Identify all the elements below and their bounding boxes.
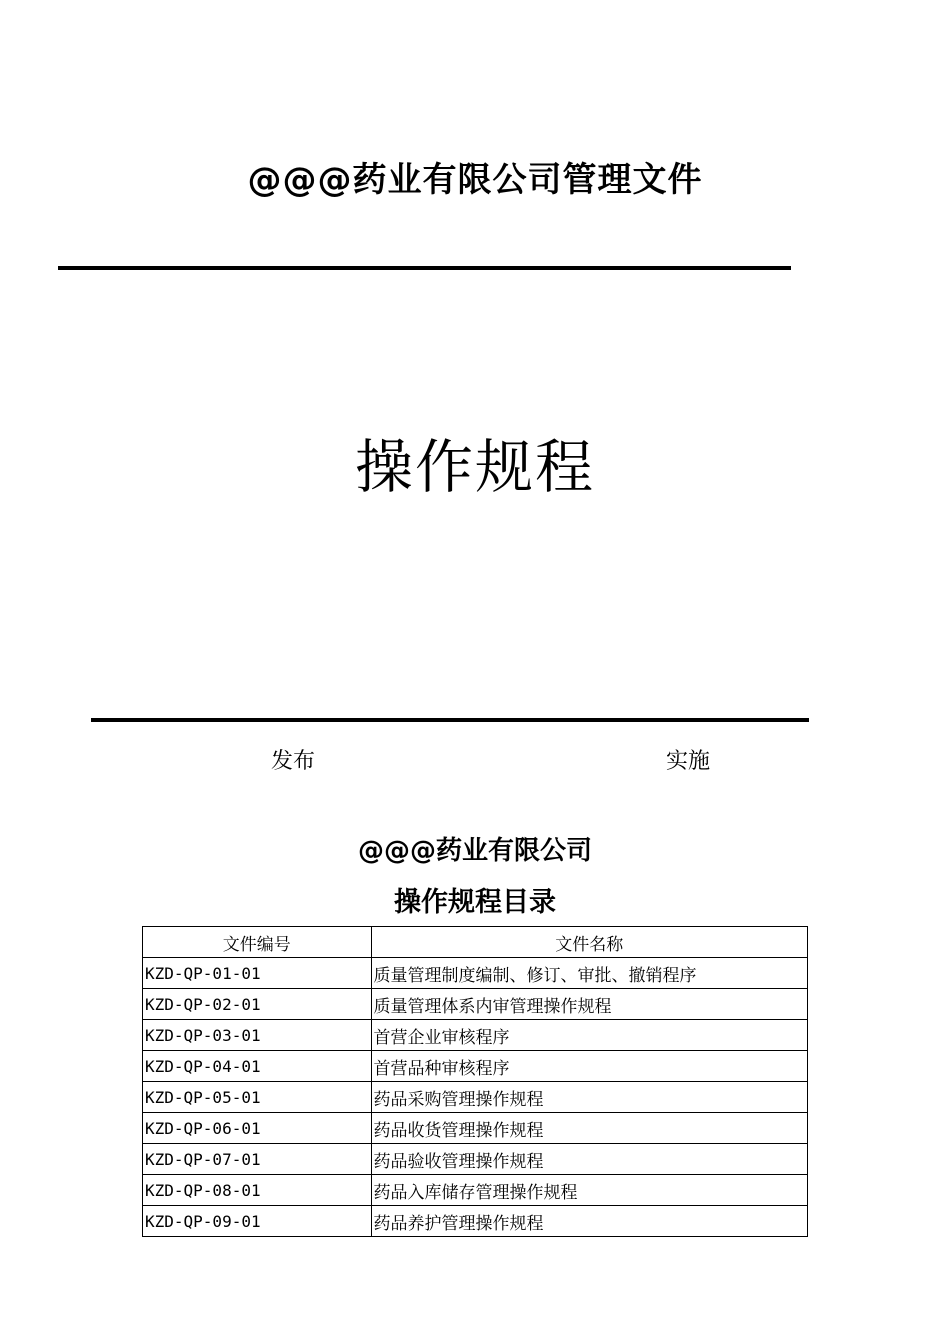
file-name: 药品养护管理操作规程: [371, 1206, 808, 1237]
company-name: @@@药业有限公司: [357, 836, 592, 866]
file-code: KZD-QP-03-01: [143, 1020, 372, 1051]
file-code: KZD-QP-01-01: [143, 958, 372, 989]
table-row: [143, 1206, 808, 1237]
file-name: 药品采购管理操作规程: [371, 1082, 808, 1113]
table-row: [143, 1051, 808, 1082]
issue-label: 发布: [271, 749, 316, 774]
file-code: KZD-QP-02-01: [143, 989, 372, 1020]
toc-table: [142, 926, 808, 1237]
document-title: 操作规程: [354, 433, 595, 501]
column-header-code: 文件编号: [143, 927, 372, 958]
toc-title: 操作规程目录: [394, 887, 556, 918]
file-name: 药品入库储存管理操作规程: [371, 1175, 808, 1206]
file-name: 质量管理制度编制、修订、审批、撤销程序: [371, 958, 808, 989]
table-row: [143, 1113, 808, 1144]
file-name: 首营企业审核程序: [371, 1020, 808, 1051]
file-code: KZD-QP-06-01: [143, 1113, 372, 1144]
table-row: [143, 989, 808, 1020]
table-row: [143, 1175, 808, 1206]
effective-label: 实施: [666, 749, 711, 774]
file-name: 药品验收管理操作规程: [371, 1144, 808, 1175]
file-code: KZD-QP-07-01: [143, 1144, 372, 1175]
top-divider: [58, 266, 791, 270]
table-row: [143, 1020, 808, 1051]
table-row: [143, 1144, 808, 1175]
file-code: KZD-QP-09-01: [143, 1206, 372, 1237]
table-row: [143, 1082, 808, 1113]
header-title: @@@药业有限公司管理文件: [247, 160, 703, 200]
toc-header-row: [143, 927, 808, 958]
file-name: 质量管理体系内审管理操作规程: [371, 989, 808, 1020]
bottom-divider: [91, 718, 809, 722]
file-name: 首营品种审核程序: [371, 1051, 808, 1082]
table-row: [143, 958, 808, 989]
file-code: KZD-QP-04-01: [143, 1051, 372, 1082]
file-name: 药品收货管理操作规程: [371, 1113, 808, 1144]
file-code: KZD-QP-08-01: [143, 1175, 372, 1206]
column-header-name: 文件名称: [371, 927, 808, 958]
file-code: KZD-QP-05-01: [143, 1082, 372, 1113]
